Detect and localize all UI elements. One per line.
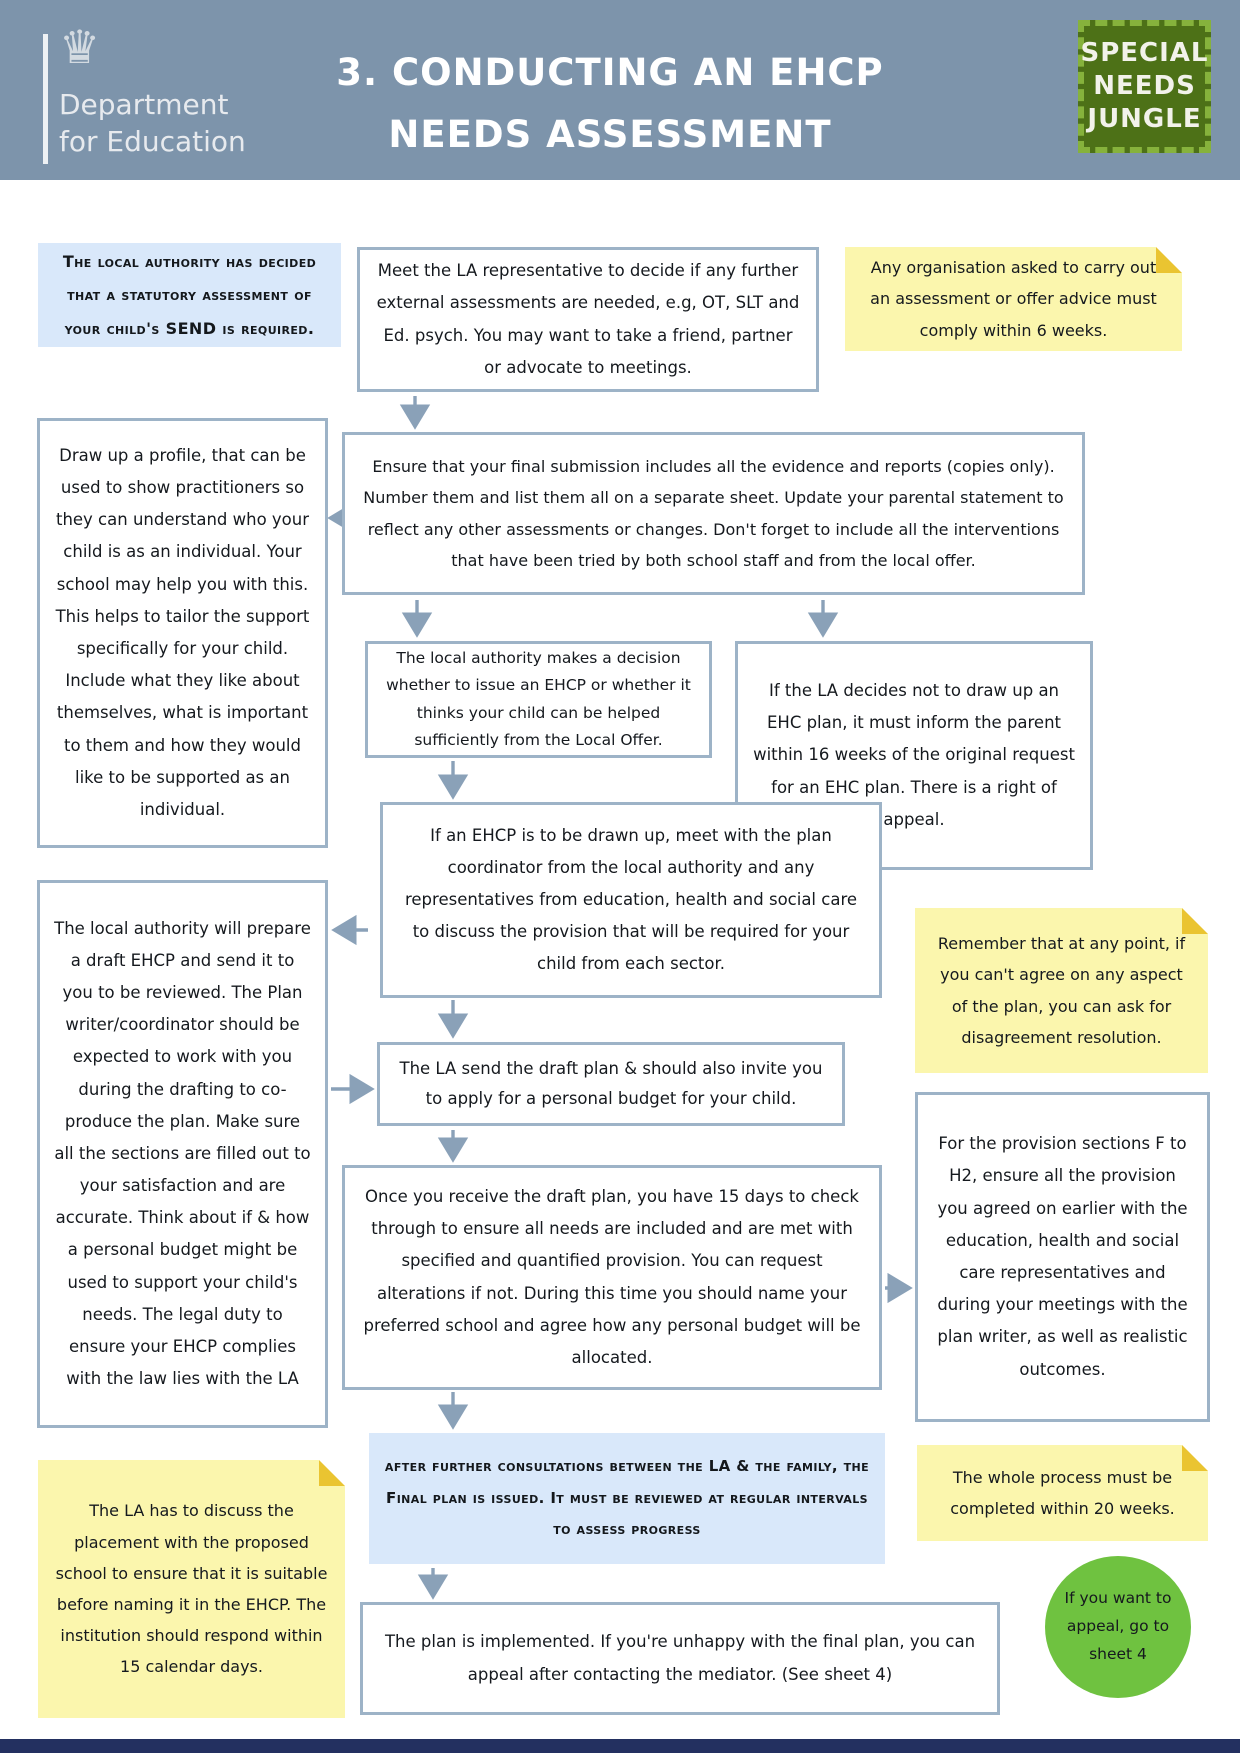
dfe-logo-line1: Department <box>59 88 229 121</box>
note-20-weeks: The whole process must be completed within 20 weeks. <box>917 1445 1208 1541</box>
note-final-plan-issued: after further consultations between the LA & the family, the Final plan is issued. It must be reviewed at regular intervals to assess progress <box>369 1433 885 1564</box>
box-la-send-draft: The LA send the draft plan & should also invite you to apply for a personal budget for your child. <box>377 1042 845 1126</box>
dfe-logo-text <box>59 86 246 160</box>
box-la-refusal: If the LA decides not to draw up an EHC plan, it must inform the parent within 16 weeks of the original request for an EHC plan. There is a right of appeal. <box>735 641 1093 870</box>
page-title <box>300 42 920 166</box>
snj-logo-line3: JUNGLE <box>1087 104 1202 134</box>
header-banner <box>0 0 1240 180</box>
dfe-logo-line2: for Education <box>59 125 246 158</box>
box-plan-implemented: The plan is implemented. If you're unhappy with the final plan, you can appeal after contacting the mediator. (See sheet 4) <box>360 1602 1000 1715</box>
page-title-line2: NEEDS ASSESSMENT <box>388 113 832 156</box>
box-draft-ehcp: The local authority will prepare a draft EHCP and send it to you to be reviewed. The Plan writer/coordinator should be expected to work with you during the drafting to co-produce the plan. Make sure all the sections are filled out to your satisfaction and are accurate. Think about if & how a personal budget might be used to support your child's needs. The legal duty to ensure your EHCP complies with the law lies with the LA <box>37 880 328 1428</box>
snj-logo-line2: NEEDS <box>1093 71 1196 101</box>
box-provision-sections: For the provision sections F to H2, ensure all the provision you agreed on earlier with the education, health and social care representatives and during your meetings with the plan writer, as well as realistic outcomes. <box>915 1092 1210 1422</box>
page-title-line1: 3. CONDUCTING AN EHCP <box>336 51 884 94</box>
box-final-submission: Ensure that your final submission includes all the evidence and reports (copies only). Number them and list them all on a separate sheet. Update your parental statement to reflect any other assessments or changes. Don't forget to include all the interventions that have been tried by both school staff and from the local offer. <box>342 432 1085 595</box>
dfe-crest-icon: ♛ <box>59 20 101 74</box>
footer-bar <box>0 1739 1240 1753</box>
special-needs-jungle-logo <box>1078 20 1211 153</box>
box-plan-coordinator-meeting: If an EHCP is to be drawn up, meet with the plan coordinator from the local authority and any representatives from education, health and social care to discuss the provision that will be required for your child from each sector. <box>380 802 882 998</box>
snj-logo-line1: SPECIAL <box>1080 38 1209 68</box>
circle-appeal-sheet-4: If you want to appeal, go to sheet 4 <box>1045 1556 1191 1698</box>
note-school-placement: The LA has to discuss the placement with the proposed school to ensure that it is suitable before naming it in the EHCP. The institution should respond within 15 calendar days. <box>38 1460 345 1718</box>
note-disagreement-resolution: Remember that at any point, if you can't agree on any aspect of the plan, you can ask for disagreement resolution. <box>915 908 1208 1073</box>
box-meet-la-representative: Meet the LA representative to decide if any further external assessments are needed, e.g, OT, SLT and Ed. psych. You may want to take a friend, partner or advocate to meetings. <box>357 247 819 392</box>
note-comply-6-weeks: Any organisation asked to carry out an assessment or offer advice must comply within 6 weeks. <box>845 247 1182 351</box>
note-assessment-decided: The local authority has decided that a statutory assessment of your child's SEND is required. <box>38 243 341 347</box>
box-la-decision: The local authority makes a decision whether to issue an EHCP or whether it thinks your child can be helped sufficiently from the Local Offer. <box>365 641 712 758</box>
box-15-days-check: Once you receive the draft plan, you have 15 days to check through to ensure all needs are included and are met with specified and quantified provision. You can request alterations if not. During this time you should name your preferred school and agree how any personal budget will be allocated. <box>342 1165 882 1390</box>
dfe-logo-bar <box>43 34 48 164</box>
box-draw-up-profile: Draw up a profile, that can be used to show practitioners so they can understand who your child is as an individual. Your school may help you with this. This helps to tailor the support specifically for your child. Include what they like about themselves, what is important to them and how they would like to be supported as an individual. <box>37 418 328 848</box>
